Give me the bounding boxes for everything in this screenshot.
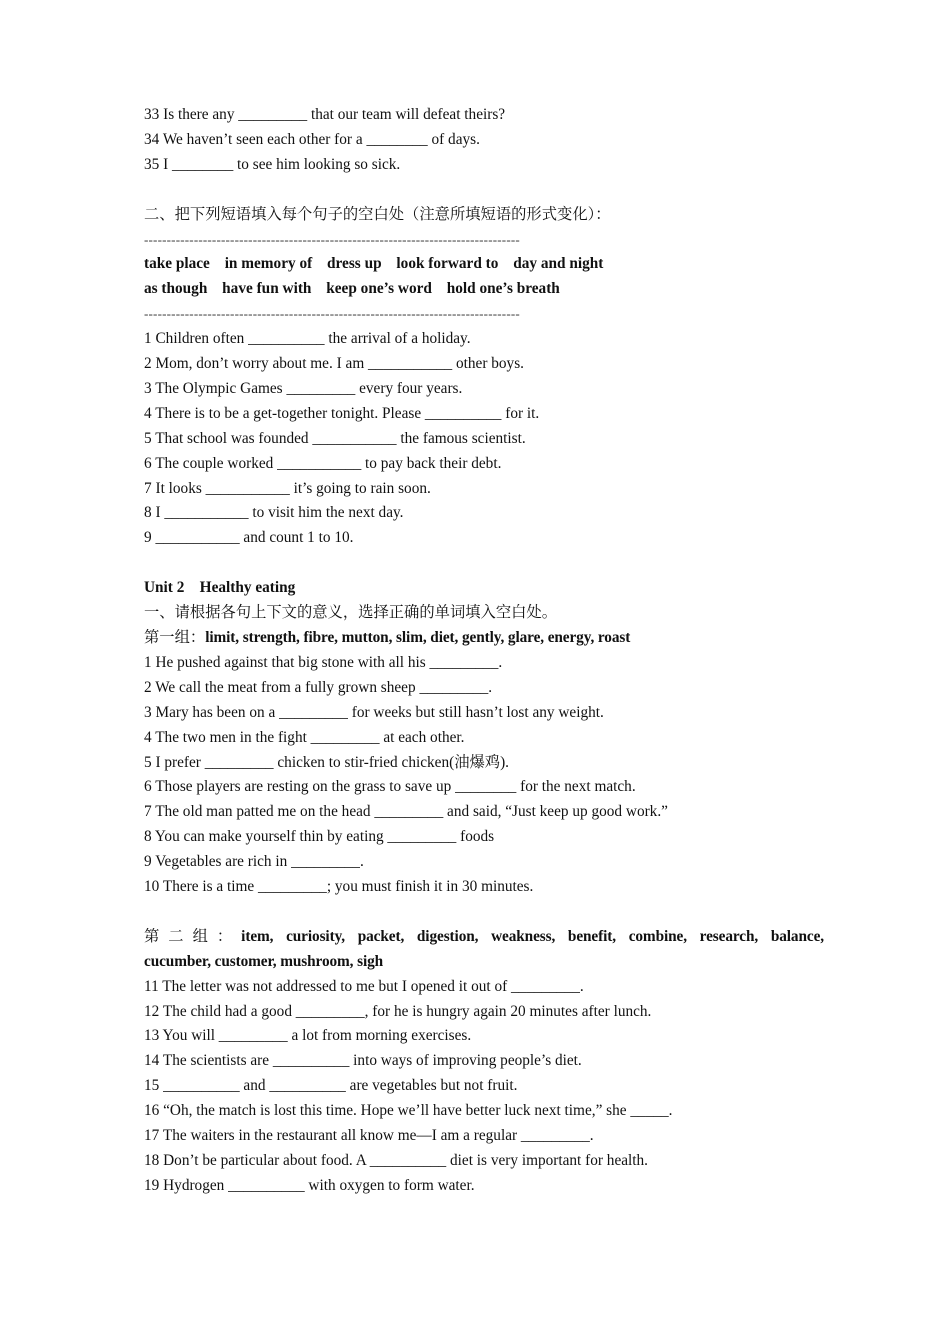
group1-label: 第一组： xyxy=(144,629,206,646)
group1-sentence: 5 I prefer _________ chicken to stir-fried chicken(油爆鸡). xyxy=(144,753,509,771)
part2-sentence: 3 The Olympic Games _________ every four years. xyxy=(144,379,463,397)
group1-sentence: 4 The two men in the fight _________ at each other. xyxy=(144,728,465,746)
part2-sentence: 9 ___________ and count 1 to 10. xyxy=(144,529,354,547)
sentence-33: 33 Is there any _________ that our team will defeat theirs? xyxy=(144,106,506,123)
sentence-34: 34 We haven’t seen each other for a ________ of days. xyxy=(144,130,480,148)
part2-sentence: 7 It looks ___________ it’s going to rain soon. xyxy=(144,479,431,497)
group2-header xyxy=(144,925,824,950)
divider-bottom: ----------------------------------------------------------------------------------- xyxy=(144,306,520,322)
divider-top: ----------------------------------------------------------------------------------- xyxy=(144,231,520,247)
phrase-bank-row-2 xyxy=(144,277,824,302)
part2-sentence: 1 Children often __________ the arrival of a holiday. xyxy=(144,330,471,348)
group2-word-bank-line1: item, curiosity, packet, digestion, weakness, benefit, combine, research, balance, xyxy=(241,927,824,945)
spacer xyxy=(144,900,824,925)
phrase: keep one’s word xyxy=(326,280,432,298)
phrase: hold one’s breath xyxy=(446,280,560,298)
group2-sentence: 13 You will _________ a lot from morning exercises. xyxy=(144,1027,472,1045)
group2-sentence: 17 The waiters in the restaurant all know me—I am a regular _________. xyxy=(144,1127,594,1145)
phrase: have fun with xyxy=(222,280,312,298)
group2-sentence: 15 __________ and __________ are vegetables but not fruit. xyxy=(144,1077,518,1095)
group1-sentence: 10 There is a time _________; you must finish it in 30 minutes. xyxy=(144,878,534,896)
group1-sentence: 1 He pushed against that big stone with all his _________. xyxy=(144,653,503,671)
group2-sentence: 16 “Oh, the match is lost this time. Hope we’ll have better luck next time,” she _____. xyxy=(144,1102,673,1120)
phrase: look forward to xyxy=(396,255,499,273)
group1-sentence: 7 The old man patted me on the head _________ and said, “Just keep up good work.” xyxy=(144,803,668,821)
group2-sentence: 12 The child had a good _________, for he is hungry again 20 minutes after lunch. xyxy=(144,1002,652,1020)
unit2-instruction: 一、请根据各句上下文的意义，选择正确的单词填入空白处。 xyxy=(144,604,558,622)
group1-sentence: 6 Those players are resting on the grass to save up ________ for the next match. xyxy=(144,778,636,796)
phrase-bank-row-1 xyxy=(144,252,824,277)
group2-word-bank-line2: cucumber, customer, mushroom, sigh xyxy=(144,952,384,970)
spacer xyxy=(144,551,824,576)
worksheet-page xyxy=(144,103,824,1199)
part2-sentence: 6 The couple worked ___________ to pay back their debt. xyxy=(144,454,502,472)
group1-sentence: 3 Mary has been on a _________ for weeks but still hasn’t lost any weight. xyxy=(144,703,604,721)
phrase: as though xyxy=(144,280,208,298)
sentence-35: 35 I ________ to see him looking so sick. xyxy=(144,155,401,173)
spacer xyxy=(144,178,824,203)
phrase: take place xyxy=(144,255,210,273)
group2-label: 第二组： xyxy=(144,927,242,945)
group1-sentence: 2 We call the meat from a fully grown sheep _________. xyxy=(144,678,493,696)
part2-sentence: 4 There is to be a get-together tonight. Please __________ for it. xyxy=(144,404,540,422)
part2-sentence: 2 Mom, don’t worry about me. I am ___________ other boys. xyxy=(144,355,524,373)
group2-sentence: 19 Hydrogen __________ with oxygen to form water. xyxy=(144,1176,475,1194)
group2-sentence: 14 The scientists are __________ into ways of improving people’s diet. xyxy=(144,1052,582,1070)
phrase: day and night xyxy=(513,255,604,273)
group2-sentence: 18 Don’t be particular about food. A __________ diet is very important for health. xyxy=(144,1152,648,1170)
part2-sentence: 5 That school was founded ___________ the famous scientist. xyxy=(144,429,526,447)
group1-header xyxy=(144,626,824,651)
part2-sentence: 8 I ___________ to visit him the next day. xyxy=(144,504,404,522)
group1-sentence: 8 You can make yourself thin by eating _________ foods xyxy=(144,828,495,846)
phrase: dress up xyxy=(327,255,382,273)
group2-sentence: 11 The letter was not addressed to me but I opened it out of _________. xyxy=(144,977,584,995)
unit-title: Unit 2 Healthy eating xyxy=(144,579,296,597)
part2-instruction: 二、把下列短语填入每个句子的空白处（注意所填短语的形式变化）： xyxy=(144,205,611,223)
phrase: in memory of xyxy=(224,255,313,273)
group1-sentence: 9 Vegetables are rich in _________. xyxy=(144,853,364,871)
group1-word-bank: limit, strength, fibre, mutton, slim, diet, gently, glare, energy, roast xyxy=(205,629,631,646)
